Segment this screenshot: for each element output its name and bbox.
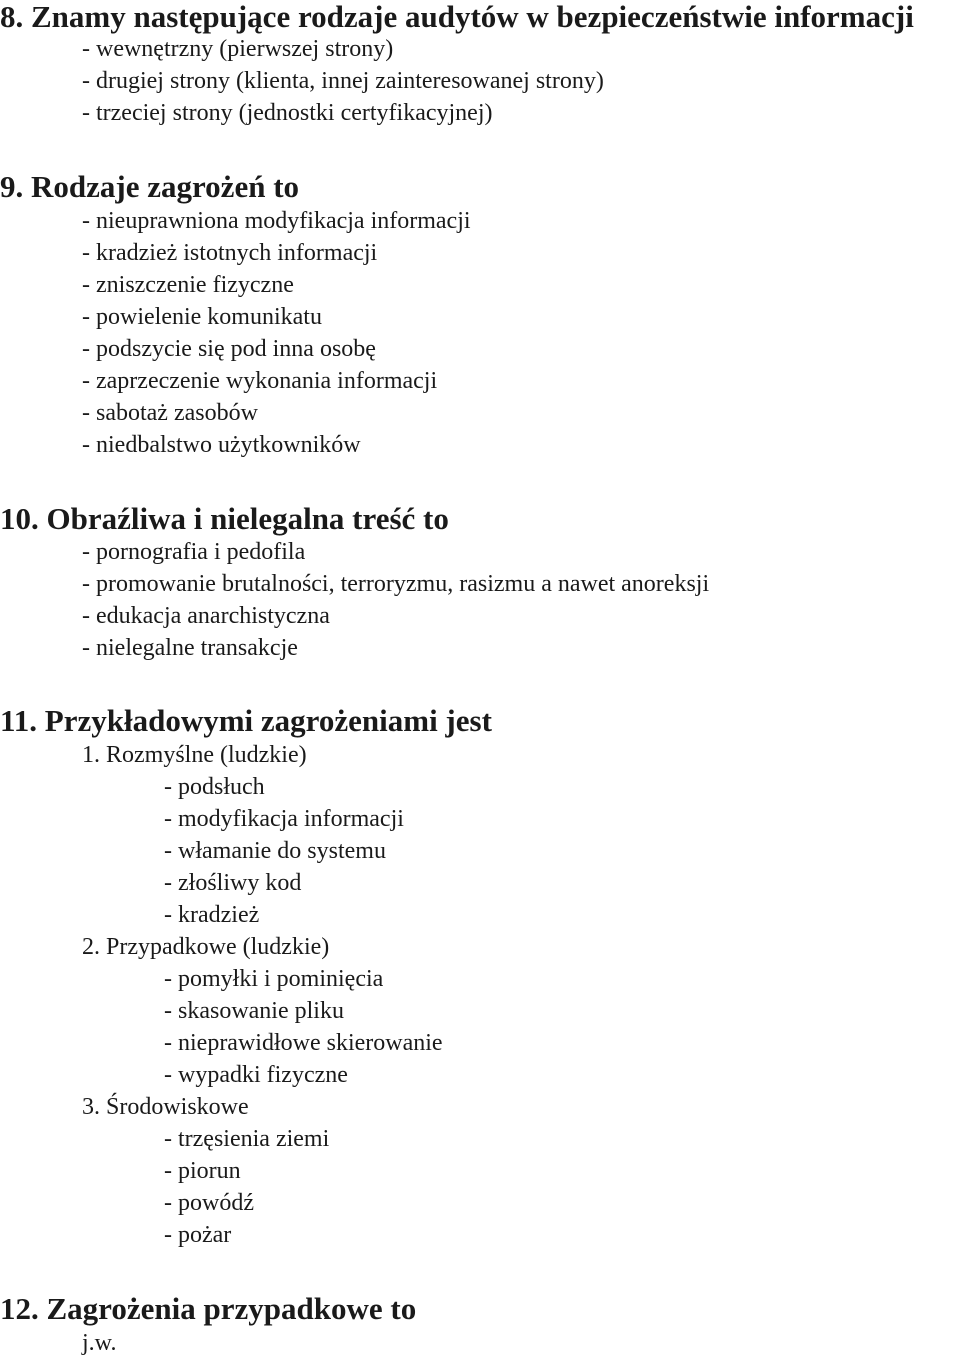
section-title: Zagrożenia przypadkowe to bbox=[46, 1291, 417, 1326]
section-title: Obraźliwa i nielegalna treść to bbox=[46, 501, 449, 536]
list-item: - kradzież bbox=[164, 902, 260, 928]
list-item: - złośliwy kod bbox=[164, 870, 302, 896]
section-number: 8. bbox=[0, 0, 24, 34]
list-item: - wypadki fizyczne bbox=[164, 1062, 348, 1088]
section-title: Znamy następujące rodzaje audytów w bezpieczeństwie informacji bbox=[31, 0, 914, 34]
list-item: - powielenie komunikatu bbox=[82, 304, 322, 330]
list-item: - pomyłki i pominięcia bbox=[164, 966, 384, 992]
list-item: - zniszczenie fizyczne bbox=[82, 272, 294, 298]
section-12-heading bbox=[0, 1292, 416, 1326]
list-item: - modyfikacja informacji bbox=[164, 806, 404, 832]
list-item: - piorun bbox=[164, 1158, 241, 1184]
list-item: - nieprawidłowe skierowanie bbox=[164, 1030, 443, 1056]
list-item: - kradzież istotnych informacji bbox=[82, 240, 378, 266]
list-item: - powódź bbox=[164, 1190, 254, 1216]
list-item: - trzęsienia ziemi bbox=[164, 1126, 330, 1152]
list-item: - sabotaż zasobów bbox=[82, 400, 258, 426]
section-8-heading bbox=[0, 0, 914, 34]
group-label: 3. Środowiskowe bbox=[82, 1094, 249, 1120]
list-item: - pożar bbox=[164, 1222, 232, 1248]
list-item: - zaprzeczenie wykonania informacji bbox=[82, 368, 438, 394]
list-item: - promowanie brutalności, terroryzmu, rasizmu a nawet anoreksji bbox=[82, 571, 710, 597]
group-label: 2. Przypadkowe (ludzkie) bbox=[82, 934, 330, 960]
section-number: 11. bbox=[0, 703, 38, 738]
group-label: 1. Rozmyślne (ludzkie) bbox=[82, 742, 307, 768]
section-number: 10. bbox=[0, 501, 39, 536]
list-item: - skasowanie pliku bbox=[164, 998, 344, 1024]
section-number: 9. bbox=[0, 169, 24, 204]
list-item: - nieuprawniona modyfikacja informacji bbox=[82, 208, 471, 234]
section-9-heading bbox=[0, 170, 299, 204]
list-item: j.w. bbox=[82, 1330, 117, 1356]
list-item: - włamanie do systemu bbox=[164, 838, 386, 864]
section-title: Rodzaje zagrożeń to bbox=[31, 169, 300, 204]
list-item: - trzeciej strony (jednostki certyfikacyjnej) bbox=[82, 100, 493, 126]
list-item: - drugiej strony (klienta, innej zainteresowanej strony) bbox=[82, 68, 604, 94]
section-11-heading bbox=[0, 704, 492, 738]
list-item: - nielegalne transakcje bbox=[82, 635, 298, 661]
list-item: - pornografia i pedofila bbox=[82, 539, 306, 565]
list-item: - podszycie się pod inna osobę bbox=[82, 336, 376, 362]
section-number: 12. bbox=[0, 1291, 39, 1326]
section-10-heading bbox=[0, 502, 449, 536]
list-item: - niedbalstwo użytkowników bbox=[82, 432, 361, 458]
section-title: Przykładowymi zagrożeniami jest bbox=[44, 703, 492, 738]
list-item: - edukacja anarchistyczna bbox=[82, 603, 330, 629]
list-item: - podsłuch bbox=[164, 774, 265, 800]
list-item: - wewnętrzny (pierwszej strony) bbox=[82, 36, 394, 62]
